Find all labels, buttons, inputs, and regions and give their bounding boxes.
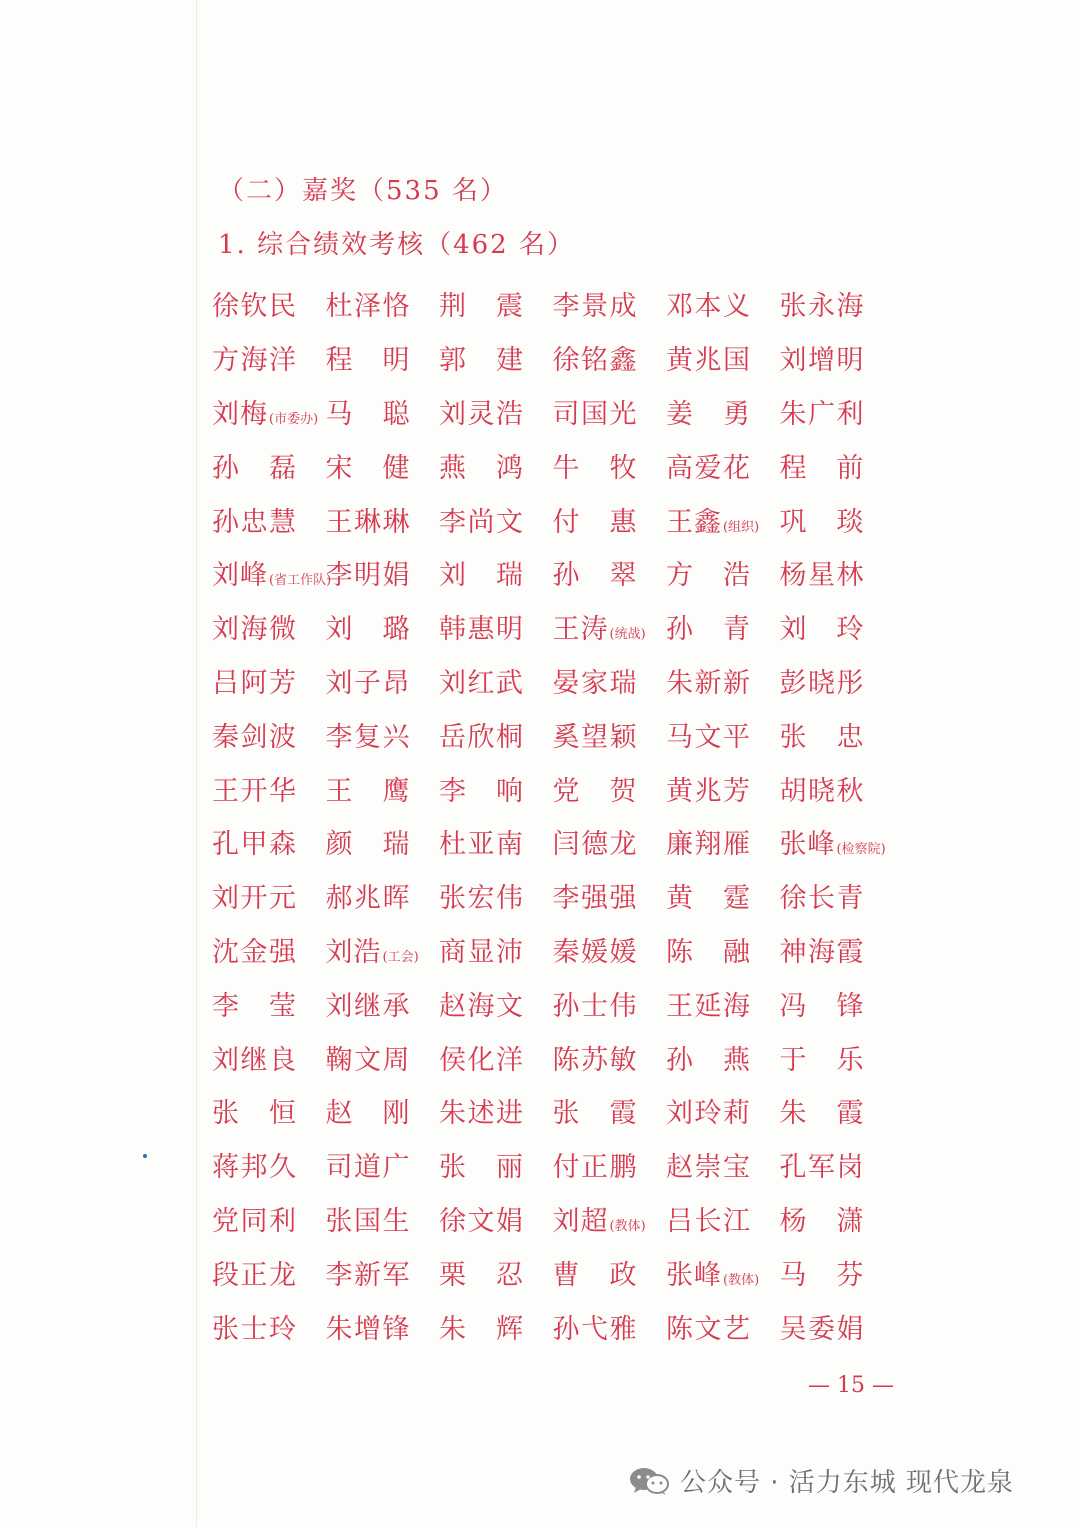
name-entry (779, 345, 894, 377)
person-name: 李明娟 (325, 560, 410, 592)
name-entry (439, 667, 553, 699)
name-entry (325, 829, 440, 861)
person-name: 刘 玲 (779, 614, 864, 646)
name-entry (666, 990, 780, 1022)
name-row (212, 1141, 932, 1195)
person-name: 孙忠慧 (212, 506, 296, 538)
name-entry (552, 775, 667, 807)
name-entry (325, 1044, 440, 1076)
person-name: 孙弋雅 (552, 1313, 637, 1345)
person-name: 廉翔雁 (666, 829, 750, 861)
person-name: 付 惠 (552, 506, 637, 538)
person-name: 黄兆国 (666, 345, 750, 377)
name-row (212, 710, 932, 764)
name-entry (666, 936, 780, 968)
name-entry (666, 1044, 780, 1076)
name-entry (439, 1259, 553, 1291)
wechat-icon (628, 1466, 672, 1496)
person-name: 郭 建 (439, 345, 523, 377)
person-name: 程 明 (325, 345, 410, 377)
person-name: 岳欣桐 (439, 721, 523, 753)
person-name: 奚望颖 (552, 721, 637, 753)
person-name: 党同利 (212, 1205, 296, 1237)
name-entry (552, 1313, 667, 1345)
name-entry (439, 990, 553, 1022)
name-entry (552, 291, 667, 323)
name-entry (779, 1152, 894, 1184)
person-name: 陈 融 (666, 936, 750, 968)
person-name: 刘梅 (212, 398, 268, 430)
person-name: 吕阿芳 (212, 667, 296, 699)
name-row (212, 1087, 932, 1141)
name-entry (439, 829, 553, 861)
name-entry (666, 345, 780, 377)
name-entry (325, 291, 440, 323)
name-entry (666, 829, 780, 861)
name-row (212, 979, 932, 1033)
person-name: 燕 鸿 (439, 452, 523, 484)
name-entry (325, 506, 440, 538)
person-name: 杜泽恪 (325, 291, 410, 323)
person-name: 张 丽 (439, 1152, 523, 1184)
name-row (212, 549, 932, 603)
name-row (212, 1195, 932, 1249)
person-name: 朱 霞 (779, 1098, 864, 1130)
unit-note: (市委办) (269, 411, 319, 427)
person-name: 吕长江 (666, 1205, 750, 1237)
person-name: 李 莹 (212, 990, 296, 1022)
name-entry (212, 1205, 326, 1237)
name-entry (666, 398, 780, 430)
name-entry (325, 1152, 440, 1184)
person-name: 侯化洋 (439, 1044, 523, 1076)
name-entry (552, 829, 667, 861)
person-name: 牛 牧 (552, 452, 637, 484)
name-entry (439, 721, 553, 753)
person-name: 姜 勇 (666, 398, 750, 430)
name-row (212, 764, 932, 818)
name-row (212, 334, 932, 388)
person-name: 张 恒 (212, 1098, 296, 1130)
name-entry (325, 1205, 440, 1237)
name-entry (779, 883, 894, 915)
name-entry (325, 990, 440, 1022)
person-name: 刘浩 (325, 936, 382, 968)
name-entry (439, 1313, 553, 1345)
name-entry (439, 345, 553, 377)
name-entry (552, 883, 667, 915)
name-entry (212, 1098, 326, 1130)
name-entry (552, 1098, 667, 1130)
name-entry (325, 452, 440, 484)
name-entry (212, 1152, 326, 1184)
person-name: 程 前 (779, 452, 864, 484)
person-name: 晏家瑞 (552, 667, 637, 699)
name-entry (325, 614, 440, 646)
name-entry (552, 1259, 667, 1291)
person-name: 杨 潇 (779, 1205, 864, 1237)
person-name: 赵 刚 (325, 1098, 410, 1130)
person-name: 鞠文周 (325, 1044, 410, 1076)
person-name: 黄 霆 (666, 883, 750, 915)
person-name: 秦媛媛 (552, 936, 637, 968)
footer-text: 公众号 · 活力东城 现代龙泉 (680, 1468, 1015, 1498)
name-entry (779, 398, 894, 430)
name-entry (212, 1313, 326, 1345)
unit-note: (教体) (723, 1272, 760, 1288)
person-name: 王 鹰 (325, 775, 410, 807)
name-entry (779, 506, 894, 538)
person-name: 朱述进 (439, 1098, 523, 1130)
watermark-footer (628, 1462, 1014, 1499)
name-entry (666, 1313, 780, 1345)
person-name: 王鑫 (666, 506, 722, 538)
person-name: 郝兆晖 (325, 883, 410, 915)
name-row (212, 1302, 932, 1356)
name-entry (439, 1205, 553, 1237)
name-entry (666, 291, 780, 323)
person-name: 党 贺 (552, 775, 637, 807)
person-name: 陈文艺 (666, 1313, 750, 1345)
person-name: 冯 锋 (779, 990, 864, 1022)
name-entry (212, 829, 326, 861)
name-entry (666, 1259, 780, 1291)
person-name: 李景成 (552, 291, 637, 323)
name-entry (325, 936, 440, 968)
person-name: 曹 政 (552, 1259, 637, 1291)
person-name: 李 响 (439, 775, 523, 807)
person-name: 王延海 (666, 990, 750, 1022)
name-entry (779, 721, 894, 753)
name-row (212, 872, 932, 926)
person-name: 宋 健 (325, 452, 410, 484)
person-name: 孙 青 (666, 614, 750, 646)
person-name: 彭晓彤 (779, 667, 864, 699)
name-entry (666, 883, 780, 915)
page-number: — 15 — (808, 1373, 894, 1398)
person-name: 商显沛 (439, 936, 523, 968)
name-entry (552, 452, 667, 484)
name-entry (779, 1313, 894, 1345)
name-entry (779, 829, 894, 861)
name-entry (439, 883, 553, 915)
name-entry (552, 1152, 667, 1184)
person-name: 方 浩 (666, 560, 750, 592)
person-name: 赵崇宝 (666, 1152, 750, 1184)
name-entry (779, 1044, 894, 1076)
name-entry (666, 452, 780, 484)
person-name: 张国生 (325, 1205, 410, 1237)
person-name: 张永海 (779, 291, 864, 323)
person-name: 徐文娟 (439, 1205, 523, 1237)
person-name: 张 霞 (552, 1098, 637, 1130)
person-name: 栗 忍 (439, 1259, 523, 1291)
name-list (212, 280, 932, 1356)
person-name: 孙士伟 (552, 990, 637, 1022)
person-name: 张 忠 (779, 721, 864, 753)
page-fold-line (196, 0, 197, 1527)
name-entry (212, 506, 326, 538)
person-name: 秦剑波 (212, 721, 296, 753)
name-entry (552, 990, 667, 1022)
person-name: 赵海文 (439, 990, 523, 1022)
person-name: 司国光 (552, 398, 637, 430)
name-entry (439, 291, 553, 323)
person-name: 王琳琳 (325, 506, 410, 538)
name-entry (439, 398, 553, 430)
unit-note: (省工作队) (269, 573, 332, 589)
person-name: 李新军 (325, 1259, 410, 1291)
name-entry (779, 452, 894, 484)
name-entry (779, 990, 894, 1022)
person-name: 段正龙 (212, 1259, 296, 1291)
person-name: 邓本义 (666, 291, 750, 323)
person-name: 孔军岗 (779, 1152, 864, 1184)
unit-note: (工会) (382, 949, 419, 965)
name-entry (779, 775, 894, 807)
name-entry (552, 345, 667, 377)
name-entry (439, 936, 553, 968)
name-row (212, 818, 932, 872)
name-row (212, 657, 932, 711)
person-name: 马 芬 (779, 1259, 864, 1291)
name-entry (779, 1205, 894, 1237)
category-heading: 1. 综合绩效考核（462 名） (218, 230, 575, 260)
name-entry (666, 1152, 780, 1184)
name-entry (439, 1152, 553, 1184)
person-name: 刘增明 (779, 345, 864, 377)
name-entry (212, 990, 326, 1022)
name-entry (552, 1044, 667, 1076)
name-entry (325, 1259, 440, 1291)
name-entry (666, 1098, 780, 1130)
name-entry (325, 667, 440, 699)
name-entry (212, 667, 326, 699)
name-entry (779, 1259, 894, 1291)
name-entry (552, 506, 667, 538)
name-entry (439, 506, 553, 538)
name-entry (325, 560, 440, 592)
name-entry (552, 614, 667, 646)
name-entry (212, 560, 332, 592)
name-entry (779, 291, 894, 323)
person-name: 朱 辉 (439, 1313, 523, 1345)
name-row (212, 441, 932, 495)
person-name: 刘继承 (325, 990, 410, 1022)
name-entry (212, 291, 326, 323)
person-name: 王开华 (212, 775, 296, 807)
person-name: 李尚文 (439, 506, 523, 538)
name-entry (325, 1098, 440, 1130)
name-entry (439, 1098, 553, 1130)
name-entry (212, 936, 326, 968)
name-entry (666, 721, 780, 753)
name-entry (779, 667, 894, 699)
name-entry (439, 775, 553, 807)
person-name: 司道广 (325, 1152, 410, 1184)
person-name: 王涛 (552, 614, 609, 646)
person-name: 刘红武 (439, 667, 523, 699)
unit-note: (组织) (723, 519, 760, 535)
unit-note: (教体) (609, 1218, 646, 1234)
name-entry (325, 721, 440, 753)
person-name: 李强强 (552, 883, 637, 915)
name-entry (212, 1259, 326, 1291)
name-entry (666, 614, 780, 646)
person-name: 陈苏敏 (552, 1044, 637, 1076)
person-name: 张宏伟 (439, 883, 523, 915)
person-name: 张士玲 (212, 1313, 296, 1345)
name-entry (212, 1044, 326, 1076)
person-name: 朱新新 (666, 667, 750, 699)
name-row (212, 495, 932, 549)
name-entry (779, 1098, 894, 1130)
person-name: 黄兆芳 (666, 775, 750, 807)
name-entry (552, 1205, 667, 1237)
person-name: 韩惠明 (439, 614, 523, 646)
person-name: 朱广利 (779, 398, 864, 430)
person-name: 徐长青 (779, 883, 864, 915)
unit-note: (统战) (609, 627, 646, 643)
person-name: 杜亚南 (439, 829, 523, 861)
name-entry (779, 614, 894, 646)
person-name: 刘峰 (212, 560, 268, 592)
person-name: 刘 璐 (325, 614, 410, 646)
name-entry (666, 1205, 780, 1237)
person-name: 巩 琰 (779, 506, 864, 538)
name-row (212, 388, 932, 442)
person-name: 刘海微 (212, 614, 296, 646)
person-name: 徐铭鑫 (552, 345, 637, 377)
person-name: 神海霞 (779, 936, 864, 968)
name-entry (779, 936, 894, 968)
name-row (212, 926, 932, 980)
name-entry (325, 398, 440, 430)
name-entry (212, 398, 326, 430)
person-name: 刘超 (552, 1205, 609, 1237)
person-name: 刘继良 (212, 1044, 296, 1076)
person-name: 荆 震 (439, 291, 523, 323)
name-entry (325, 775, 440, 807)
name-entry (666, 667, 780, 699)
name-entry (212, 452, 326, 484)
name-entry (212, 614, 326, 646)
person-name: 孙 磊 (212, 452, 296, 484)
person-name: 孔甲森 (212, 829, 296, 861)
name-entry (212, 345, 326, 377)
name-entry (212, 721, 326, 753)
unit-note: (检察院) (836, 842, 886, 858)
name-entry (552, 560, 667, 592)
person-name: 方海洋 (212, 345, 296, 377)
person-name: 朱增锋 (325, 1313, 410, 1345)
name-entry (552, 667, 667, 699)
person-name: 颜 瑞 (325, 829, 410, 861)
name-entry (439, 452, 553, 484)
person-name: 孙 翠 (552, 560, 637, 592)
person-name: 胡晓秋 (779, 775, 864, 807)
person-name: 于 乐 (779, 1044, 864, 1076)
person-name: 高爱花 (666, 452, 750, 484)
person-name: 刘灵浩 (439, 398, 523, 430)
name-entry (552, 721, 667, 753)
person-name: 马 聪 (325, 398, 410, 430)
person-name: 孙 燕 (666, 1044, 750, 1076)
person-name: 刘玲莉 (666, 1098, 750, 1130)
person-name: 吴委娟 (779, 1313, 864, 1345)
name-entry (666, 775, 780, 807)
name-entry (325, 1313, 440, 1345)
person-name: 刘 瑞 (439, 560, 523, 592)
name-row (212, 280, 932, 334)
person-name: 张峰 (779, 829, 836, 861)
person-name: 刘子昂 (325, 667, 410, 699)
name-entry (325, 883, 440, 915)
person-name: 马文平 (666, 721, 750, 753)
name-entry (212, 775, 326, 807)
person-name: 李复兴 (325, 721, 410, 753)
name-entry (552, 936, 667, 968)
person-name: 徐钦民 (212, 291, 296, 323)
person-name: 蒋邦久 (212, 1152, 296, 1184)
name-row (212, 603, 932, 657)
name-row (212, 1033, 932, 1087)
person-name: 张峰 (666, 1259, 722, 1291)
name-entry (666, 560, 780, 592)
name-entry (552, 398, 667, 430)
person-name: 闫德龙 (552, 829, 637, 861)
award-heading: （二）嘉奖（535 名） (218, 176, 508, 206)
name-entry (212, 883, 326, 915)
name-entry (779, 560, 894, 592)
person-name: 刘开元 (212, 883, 296, 915)
person-name: 沈金强 (212, 936, 296, 968)
person-name: 付正鹏 (552, 1152, 637, 1184)
name-entry (325, 345, 440, 377)
name-entry (666, 506, 780, 538)
name-row (212, 1248, 932, 1302)
name-entry (439, 560, 553, 592)
person-name: 杨星林 (779, 560, 864, 592)
name-entry (439, 1044, 553, 1076)
scan-speck (143, 1154, 147, 1158)
name-entry (439, 614, 553, 646)
